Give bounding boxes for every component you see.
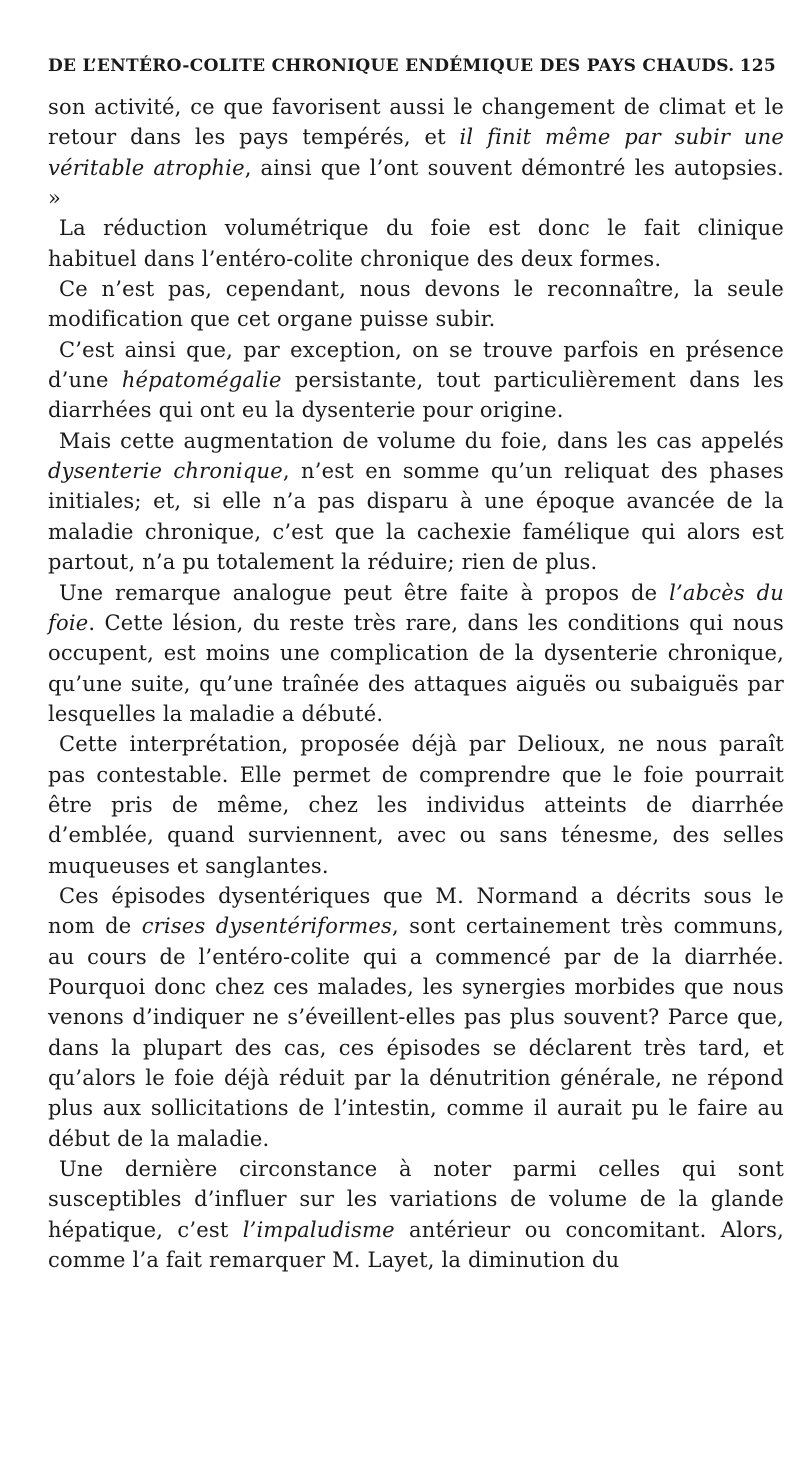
page-number: 125 [739,56,776,76]
italic-text: l’impaludisme [242,1217,395,1242]
italic-text: hépatomégalie [121,368,282,393]
italic-text: dysenterie chronique [48,459,283,484]
paragraph [48,881,784,1154]
text-segment: Ce n’est pas, cependant, nous devons le reconnaître, la seule modification que cet organe puisse subir. [48,277,784,332]
paragraph [48,426,784,578]
text-segment: Ces épisodes dysentériques que M. Normand a décrits sous le nom de [48,883,784,939]
text-segment: Cette interprétation, proposée déjà par Delioux, ne nous paraît pas contestable. Elle permet de comprendre que le foie pourrait être pris de même, chez les individus atteints de diarrhée d’emblée, quand surviennent, avec ou sans ténesme, des selles muqueuses et sanglantes. [48,732,784,878]
paragraph [48,213,784,274]
text-segment: persistante, tout particulièrement dans les diarrhées qui ont eu la dysenterie pour origine. [48,368,784,423]
italic-text: l’abcès du foie [48,580,784,635]
paragraph [48,335,784,426]
paragraph [48,729,784,881]
text-segment: Une dernière circonstance à noter parmi celles qui sont susceptibles d’influer sur les variations de volume de la glande hépatique, c’est [48,1157,784,1242]
text-segment: son activité, ce que favorisent aussi le changement de climat et le retour dans les pays tempérés, et [48,95,784,150]
text-segment: antérieur ou concomitant. Alors, comme l’a fait remarquer M. Layet, la diminution du [48,1217,784,1273]
text-segment: , sont certainement très communs, au cours de l’entéro-colite qui a commencé par de la diarrhée. Pourquoi donc chez ces malades, les synergies morbides que nous venons d’indiquer ne s’éveillent-elles pas plus souvent? Parce que, dans la plupart des cas, ces épisodes se déclarent très tard, et qu’alors le foie déjà réduit par la dénutrition générale, ne répond plus aux sollicitations de l’intestin, comme il aurait pu le faire au début de la maladie. [48,914,784,1151]
paragraph [48,92,784,213]
text-segment: C’est ainsi que, par exception, on se trouve parfois en présence d’une [48,337,784,393]
text-segment: . Cette lésion, du reste très rare, dans les conditions qui nous occupent, est moins une complication de la dysenterie chronique, qu’une suite, qu’une traînée des attaques aiguës ou subaiguës par lesquelles la maladie a débuté. [48,610,784,726]
text-segment: , ainsi que l’ont souvent démontré les autopsies. » [48,155,784,211]
italic-text: crises dysentériformes [141,914,393,939]
italic-text: il finit même par subir une véritable atrophie [48,125,784,180]
body-text [48,92,784,1275]
paragraph [48,1154,784,1275]
running-head [48,56,784,90]
text-segment: Une remarque analogue peut être faite à propos de [59,580,670,605]
running-title: DE L’ENTÉRO-COLITE CHRONIQUE ENDÉMIQUE DES PAYS CHAUDS. [48,56,735,76]
text-segment: La réduction volumétrique du foie est donc le fait clinique habituel dans l’entéro-colite chronique des deux formes. [48,216,784,271]
text-segment: , n’est en somme qu’un reliquat des phases initiales; et, si elle n’a pas disparu à une époque avancée de la maladie chronique, c’est que la cachexie famélique qui alors est partout, n’a pu totalement la réduire; rien de plus. [48,459,784,575]
text-segment: Mais cette augmentation de volume du foie, dans les cas appelés [59,428,784,453]
paragraph [48,578,784,730]
paragraph [48,274,784,335]
